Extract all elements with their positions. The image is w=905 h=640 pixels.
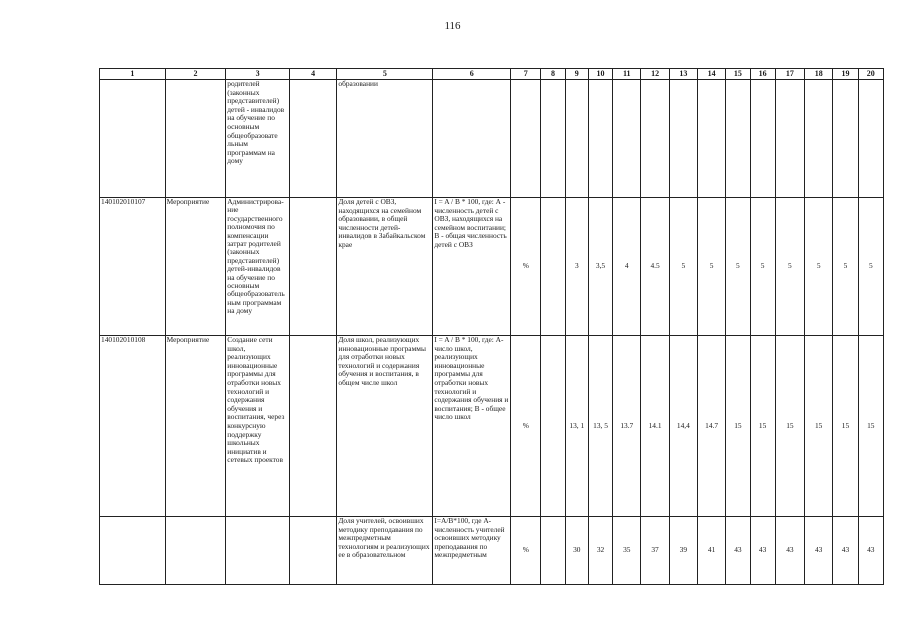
column-header: 18 (805, 69, 833, 80)
row-value (833, 80, 858, 198)
row-value: 43 (775, 517, 804, 585)
row-value (565, 80, 588, 198)
row-value (775, 80, 804, 198)
row-formula: I = A / B * 100, где: А - численность детей с ОВЗ, находящихся на семейном воспитании; В - общая численность детей с ОВЗ (433, 198, 511, 336)
row-value: 13, 5 (588, 336, 612, 517)
row-unit: % (511, 517, 541, 585)
row-code: 140102010108 (100, 336, 166, 517)
column-header: 13 (669, 69, 697, 80)
row-type: Мероприятие (165, 336, 226, 517)
row-col4 (289, 517, 336, 585)
row-value (669, 80, 697, 198)
row-value: 43 (750, 517, 775, 585)
row-value: 39 (669, 517, 697, 585)
column-header: 7 (511, 69, 541, 80)
row-col4 (289, 336, 336, 517)
row-value (858, 80, 883, 198)
row-unit: % (511, 198, 541, 336)
row-code: 140102010107 (100, 198, 166, 336)
row-formula: I = A / B * 100, где: А- число школ, реализующих инновационные программы для отработки новых технологий и содержания обучения и воспитания; В - общее число школ (433, 336, 511, 517)
table-row (100, 517, 884, 585)
row-value (750, 80, 775, 198)
row-name: родителей (законных представителей) детей - инвалидов на обучение по основным общеобразовате льным программам на дому (226, 80, 290, 198)
column-header: 12 (641, 69, 669, 80)
row-value: 5 (697, 198, 725, 336)
row-value: 32 (588, 517, 612, 585)
row-col8 (541, 517, 565, 585)
row-value: 3 (565, 198, 588, 336)
row-value: 5 (858, 198, 883, 336)
row-code (100, 80, 166, 198)
row-col4 (289, 198, 336, 336)
column-header: 3 (226, 69, 290, 80)
row-col8 (541, 198, 565, 336)
row-indicator: образовании (337, 80, 433, 198)
row-formula (433, 80, 511, 198)
table-row (100, 198, 884, 336)
column-header: 5 (337, 69, 433, 80)
page-number: 116 (444, 20, 461, 32)
row-value: 15 (750, 336, 775, 517)
row-indicator: Доля детей с ОВЗ, находящихся на семейном образовании, в общей численности детей-инвалидов в Забайкальском крае (337, 198, 433, 336)
header-row (100, 69, 884, 80)
row-code (100, 517, 166, 585)
row-value: 30 (565, 517, 588, 585)
row-unit: % (511, 336, 541, 517)
row-value: 15 (805, 336, 833, 517)
row-value: 43 (833, 517, 858, 585)
row-value: 5 (805, 198, 833, 336)
row-col8 (541, 80, 565, 198)
column-header: 10 (588, 69, 612, 80)
row-value: 14.7 (697, 336, 725, 517)
row-value: 43 (805, 517, 833, 585)
row-value: 13.7 (613, 336, 641, 517)
row-type (165, 517, 226, 585)
column-header: 16 (750, 69, 775, 80)
row-value: 15 (833, 336, 858, 517)
table-row (100, 336, 884, 517)
row-type (165, 80, 226, 198)
row-value (641, 80, 669, 198)
row-value: 15 (775, 336, 804, 517)
row-name (226, 517, 290, 585)
row-value: 37 (641, 517, 669, 585)
column-header: 17 (775, 69, 804, 80)
column-header: 9 (565, 69, 588, 80)
column-header: 1 (100, 69, 166, 80)
row-value: 3,5 (588, 198, 612, 336)
row-value: 4 (613, 198, 641, 336)
column-header: 19 (833, 69, 858, 80)
row-value: 5 (750, 198, 775, 336)
row-value: 14,4 (669, 336, 697, 517)
column-header: 8 (541, 69, 565, 80)
column-header: 11 (613, 69, 641, 80)
row-value (805, 80, 833, 198)
row-value: 5 (775, 198, 804, 336)
row-value: 41 (697, 517, 725, 585)
column-header: 14 (697, 69, 725, 80)
row-name: Администрирова- ние государственного полномочия по компенсации затрат родителей (законных представителей) детей-инвалидов на обучение по основным общеобразователь ным программам на дому (226, 198, 290, 336)
row-unit (511, 80, 541, 198)
column-header: 2 (165, 69, 226, 80)
table-row (100, 80, 884, 198)
indicators-table (99, 68, 884, 585)
column-header: 4 (289, 69, 336, 80)
row-value: 43 (726, 517, 750, 585)
row-col8 (541, 336, 565, 517)
row-indicator: Доля учителей, освоивших методику преподавания по межпредметным технологиям и реализующих ее в образовательном (337, 517, 433, 585)
row-value (726, 80, 750, 198)
column-header: 6 (433, 69, 511, 80)
row-indicator: Доля школ, реализующих инновационные программы для отработки новых технологий и содержания обучения и воспитания, в общем числе школ (337, 336, 433, 517)
row-formula: I=A/B*100, где А- численность учителей освоивших методику преподавания по межпредметным (433, 517, 511, 585)
row-name: Создание сети школ, реализующих инновационные программы для отработки новых технологий и содержания обучения и воспитания, через конкурсную поддержку школьных инициатив и сетевых проектов (226, 336, 290, 517)
row-type: Мероприятие (165, 198, 226, 336)
row-col4 (289, 80, 336, 198)
row-value: 4.5 (641, 198, 669, 336)
row-value (697, 80, 725, 198)
row-value: 14.1 (641, 336, 669, 517)
row-value: 5 (833, 198, 858, 336)
column-header: 15 (726, 69, 750, 80)
row-value (588, 80, 612, 198)
column-header: 20 (858, 69, 883, 80)
row-value: 5 (726, 198, 750, 336)
row-value (613, 80, 641, 198)
row-value: 15 (858, 336, 883, 517)
row-value: 35 (613, 517, 641, 585)
row-value: 5 (669, 198, 697, 336)
row-value: 13, 1 (565, 336, 588, 517)
row-value: 43 (858, 517, 883, 585)
row-value: 15 (726, 336, 750, 517)
